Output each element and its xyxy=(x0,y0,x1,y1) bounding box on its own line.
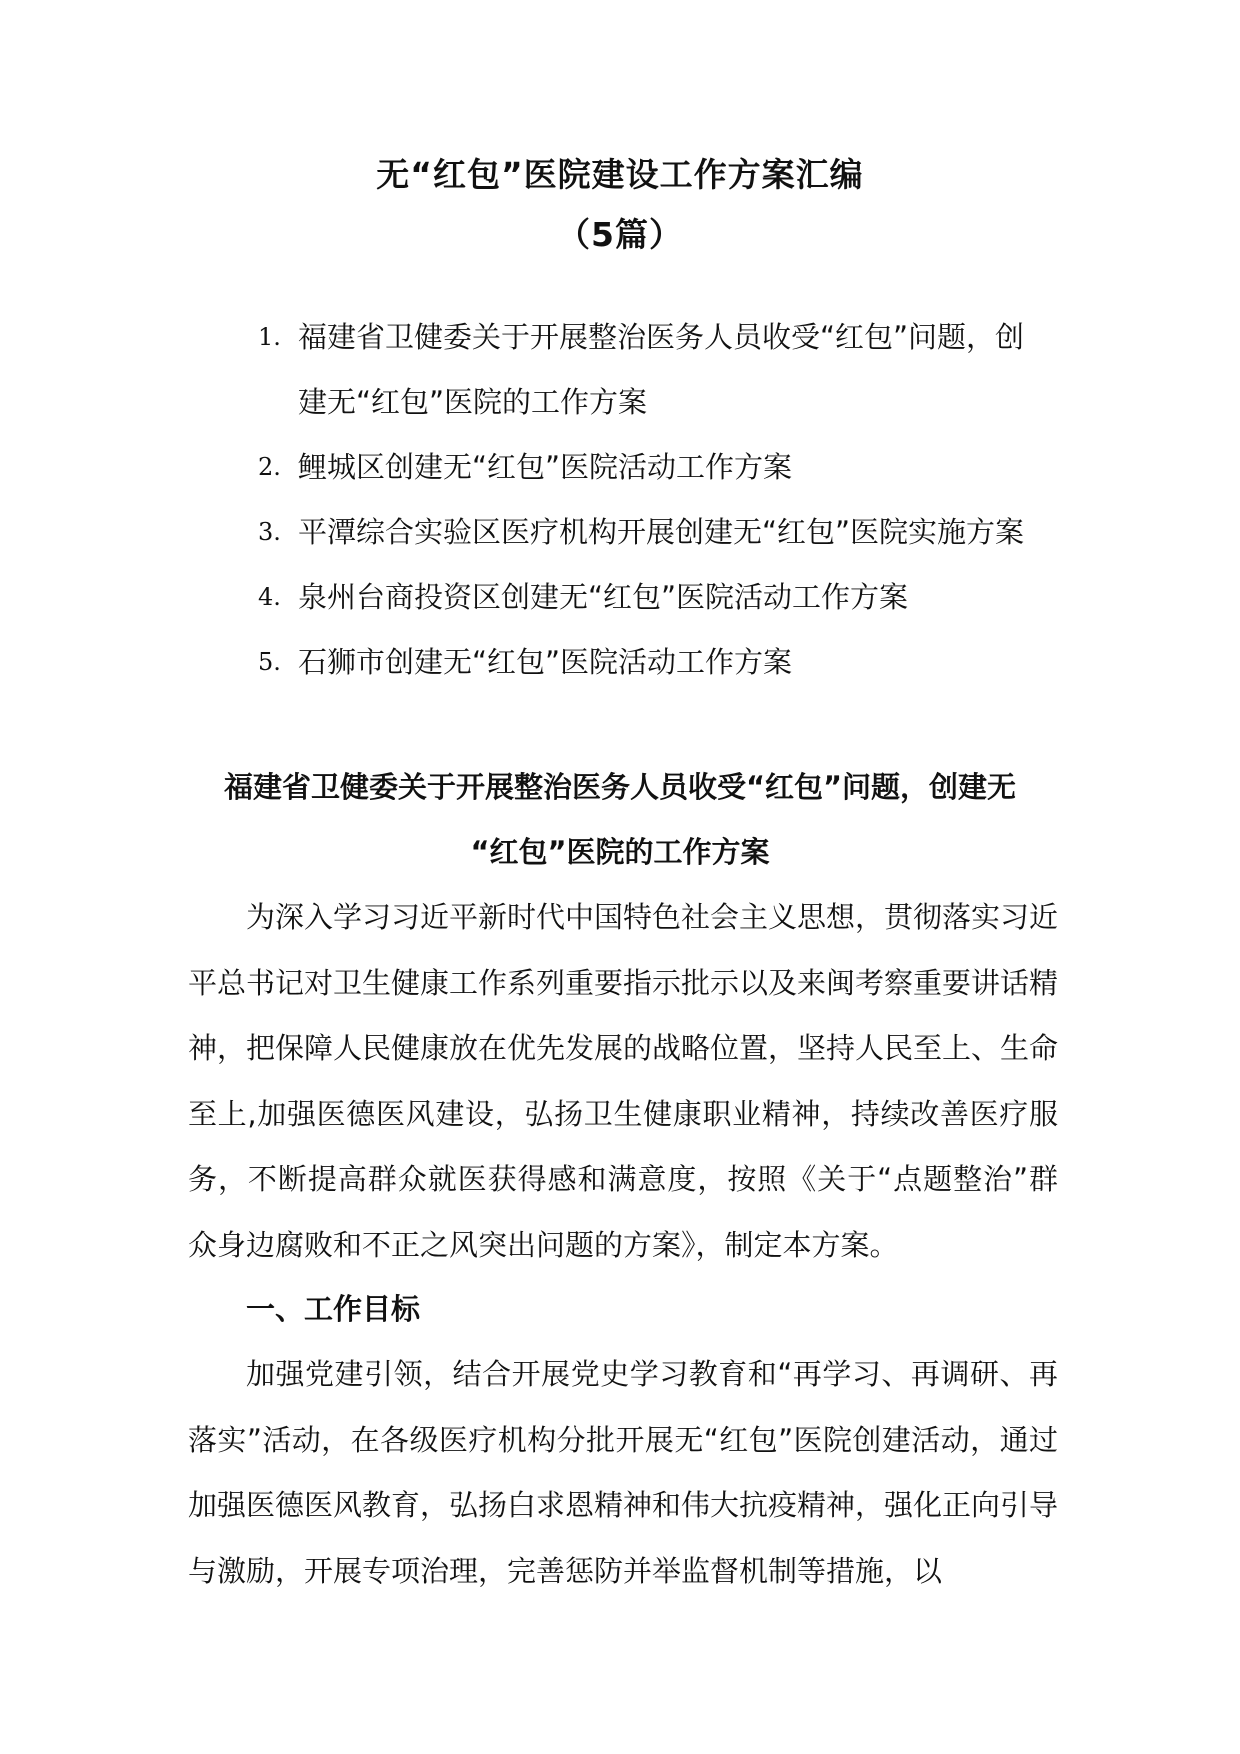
toc-item-text: 平潭综合实验区医疗机构开展创建无“红包”医院实施方案 xyxy=(298,515,1025,549)
document-title: 无“红包”医院建设工作方案汇编 xyxy=(376,155,864,194)
table-of-contents xyxy=(258,305,1058,695)
toc-item-number: 3. xyxy=(258,518,281,546)
toc-item-number: 5. xyxy=(258,648,281,676)
toc-item-text: 鲤城区创建无“红包”医院活动工作方案 xyxy=(298,450,793,484)
toc-item-text: 石狮市创建无“红包”医院活动工作方案 xyxy=(298,645,793,679)
document-subtitle: （5篇） xyxy=(557,215,683,254)
section-title-line-2: “红包”医院的工作方案 xyxy=(470,835,770,869)
toc-item-4 xyxy=(258,565,1058,630)
toc-item-1 xyxy=(258,305,1058,435)
toc-item-number: 2. xyxy=(258,453,281,481)
toc-item-text: 泉州台商投资区创建无“红包”医院活动工作方案 xyxy=(298,580,909,614)
toc-item-5 xyxy=(258,630,1058,695)
section-heading-work-goals: 一、工作目标 xyxy=(246,1292,421,1326)
toc-item-number: 1. xyxy=(258,323,281,351)
section-title-line-1: 福建省卫健委关于开展整治医务人员收受“红包”问题，创建无 xyxy=(223,770,1017,804)
goal-paragraph: 加强党建引领，结合开展党史学习教育和“再学习、再调研、再落实”活动，在各级医疗机构分批开展无“红包”医院创建活动，通过加强医德医风教育，弘扬白求恩精神和伟大抗疫精神，强化正向引导与激励，开展专项治理，完善惩防并举监督机制等措施，以 xyxy=(188,1357,1059,1588)
intro-paragraph: 为深入学习习近平新时代中国特色社会主义思想，贯彻落实习近平总书记对卫生健康工作系列重要指示批示以及来闽考察重要讲话精神，把保障人民健康放在优先发展的战略位置，坚持人民至上、生命至上,加强医德医风建设，弘扬卫生健康职业精神，持续改善医疗服务，不断提高群众就医获得感和满意度，按照《关于“点题整治”群众身边腐败和不正之风突出问题的方案》，制定本方案。 xyxy=(188,900,1059,1262)
toc-item-text: 福建省卫健委关于开展整治医务人员收受“红包”问题，创建无“红包”医院的工作方案 xyxy=(298,320,1025,419)
toc-item-2 xyxy=(258,435,1058,500)
toc-item-number: 4. xyxy=(258,583,281,611)
toc-item-3 xyxy=(258,500,1058,565)
